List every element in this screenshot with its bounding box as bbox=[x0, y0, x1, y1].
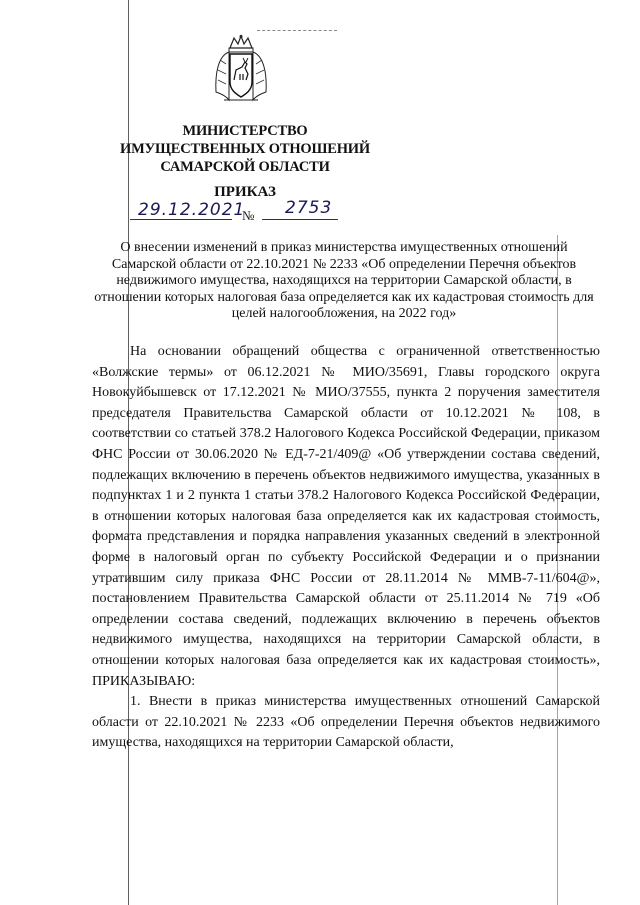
number-sign: № bbox=[242, 208, 255, 223]
order-date-handwritten: 29.12.2021 bbox=[138, 200, 246, 220]
order-number-handwritten: 2753 bbox=[285, 198, 333, 218]
order-subject: О внесении изменений в приказ министерства имущественных отношений Самарской области от 22.10.2021 № 2233 «Об определении Перечня объектов недвижимого имущества, находящихся на территории Самарской области, в отношении которых налоговая база определяется как их кадастровая стоимость для целей налогообложения, на 2022 год» bbox=[94, 240, 594, 321]
preamble-paragraph: На основании обращений общества с ограниченной ответственностью «Волжские термы» от 06.12.2021 № МИО/35691, Главы городского округа Новокуйбышевск от 17.12.2021 № МИО/37555, пункта 2 поручения заместителя председателя Правительства Самарской области от 10.12.2021 № 108, в соответствии со статьей 378.2 Налогового Кодекса Российской Федерации, приказом ФНС России от 30.06.2020 № ЕД-7-21/409@ «Об утверждении состава сведений, подлежащих включению в перечень объектов недвижимого имущества, указанных в подпунктах 1 и 2 пункта 1 статьи 378.2 Налогового Кодекса Российской Федерации, в отношении которых налоговая база определяется как их кадастровая стоимость, формата представления и порядка направления указанных сведений в электронной форме в налоговый орган по субъекту Российской Федерации и о признании утратившим силу приказа ФНС России от 28.11.2014 № ММВ-7-11/604@», постановлением Правительства Самарской области от 25.11.2014 № 719 «Об определении состава сведений, подлежащих включению в перечень объектов недвижимого имущества, находящихся на территории Самарской области, в отношении которых налоговая база определяется как их кадастровая стоимость», ПРИКАЗЫВАЮ: bbox=[92, 344, 600, 689]
ministry-title-line1: МИНИСТЕРСТВО bbox=[182, 123, 308, 139]
samara-coat-of-arms-icon bbox=[212, 34, 270, 104]
number-underline bbox=[262, 219, 338, 220]
scan-artifact-dash bbox=[257, 30, 337, 31]
order-body bbox=[92, 342, 600, 754]
ministry-title-line3: САМАРСКОЙ ОБЛАСТИ bbox=[160, 159, 330, 175]
item-1-paragraph: 1. Внести в приказ министерства имущественных отношений Самарской области от 22.10.2021 № 2233 «Об определении Перечня объектов недвижимого имущества, находящихся на территории Самарской области, bbox=[92, 694, 600, 751]
ministry-title-line2: ИМУЩЕСТВЕННЫХ ОТНОШЕНИЙ bbox=[120, 141, 370, 157]
order-title: ПРИКАЗ bbox=[214, 184, 276, 200]
date-underline bbox=[130, 219, 232, 220]
